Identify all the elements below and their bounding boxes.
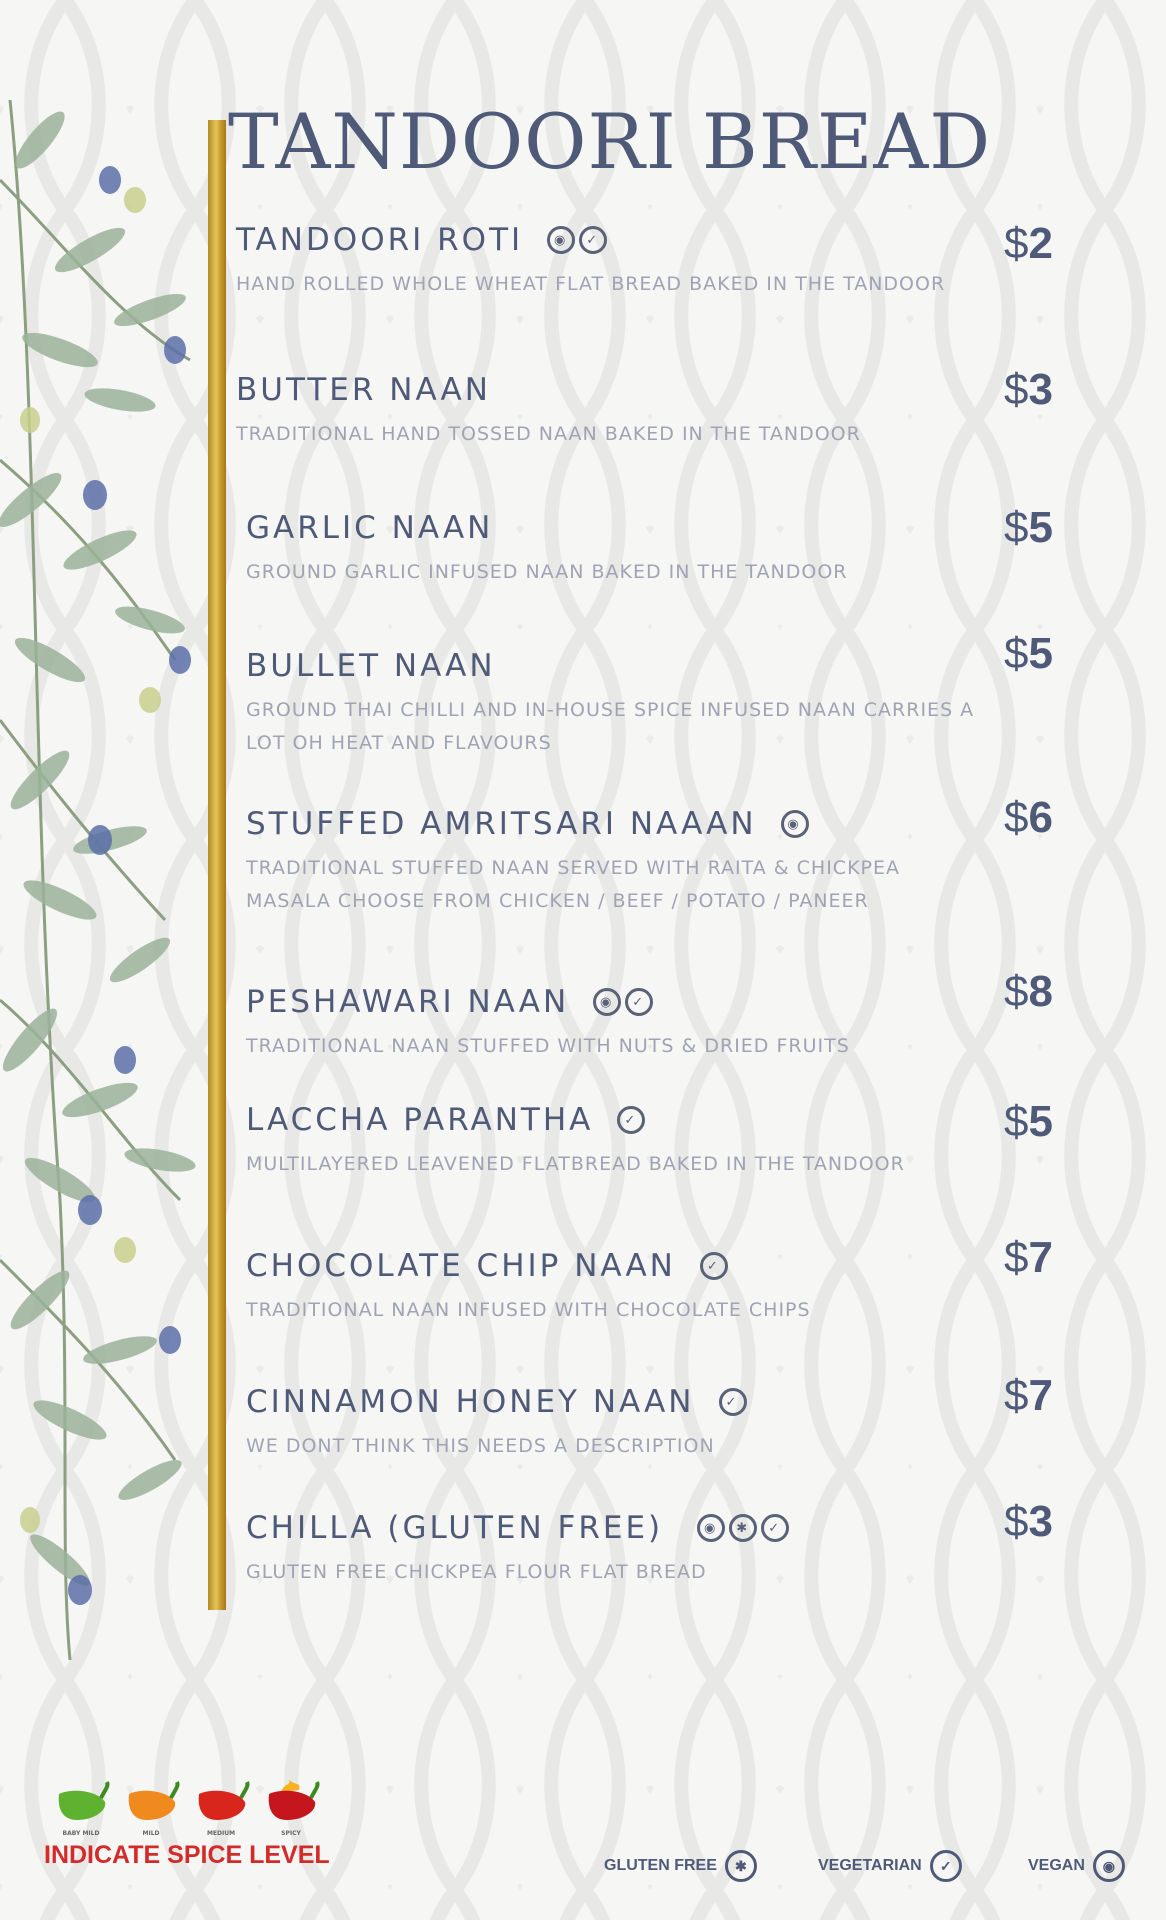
item-name: CINNAMON HONEY NAAN xyxy=(246,1384,695,1420)
vegetarian-icon: ✓ xyxy=(719,1388,747,1416)
vegetarian-icon: ✓ xyxy=(579,226,607,254)
item-name: BUTTER NAAN xyxy=(236,372,491,408)
page-title: TANDOORI BREAD xyxy=(228,97,992,186)
vegetarian-icon: ✓ xyxy=(761,1514,789,1542)
legend-gluten-free: GLUTEN FREE ✱ xyxy=(604,1850,757,1882)
item-description: GLUTEN FREE CHICKPEA FLOUR FLAT BREAD xyxy=(246,1561,707,1583)
item-name: LACCHA PARANTHA xyxy=(246,1102,594,1138)
chilli-icon xyxy=(51,1780,111,1828)
chilli-icon xyxy=(191,1780,251,1828)
menu-item-bullet-naan xyxy=(246,646,986,760)
vegetarian-icon: ✓ xyxy=(625,988,653,1016)
chilli-baby-mild: BABY MILD xyxy=(50,1780,112,1837)
item-name: STUFFED AMRITSARI NAAAN xyxy=(246,806,757,842)
vegan-icon: ◉ xyxy=(593,988,621,1016)
vegan-icon: ◉ xyxy=(547,226,575,254)
vegan-icon: ◉ xyxy=(781,810,809,838)
item-name: GARLIC NAAN xyxy=(246,510,494,546)
item-description: TRADITIONAL STUFFED NAAN SERVED WITH RAITA & CHICKPEA MASALA CHOOSE FROM CHICKEN / BEEF / POTATO / PANEER xyxy=(246,857,900,912)
item-price: $3 xyxy=(1004,365,1053,414)
item-description: GROUND THAI CHILLI AND IN-HOUSE SPICE INFUSED NAAN CARRIES A LOT OH HEAT AND FLAVOURS xyxy=(246,699,975,754)
spice-level-legend xyxy=(44,1780,344,1870)
menu-item-chilla-gluten-free xyxy=(246,1508,789,1589)
item-description: TRADITIONAL NAAN STUFFED WITH NUTS & DRIED FRUITS xyxy=(246,1035,850,1057)
item-price: $5 xyxy=(1004,1097,1053,1146)
legend-vegan: VEGAN ◉ xyxy=(1028,1850,1125,1882)
menu-item-butter-naan xyxy=(236,370,861,451)
gluten-free-icon: ✱ xyxy=(729,1514,757,1542)
menu-item-chocolate-chip-naan xyxy=(246,1246,811,1327)
item-price: $6 xyxy=(1004,793,1053,842)
legend-vegetarian: VEGETARIAN ✓ xyxy=(818,1850,962,1882)
item-price: $8 xyxy=(1004,967,1053,1016)
chilli-medium: MEDIUM xyxy=(190,1780,252,1837)
chilli-icon xyxy=(261,1780,321,1828)
vegan-icon: ◉ xyxy=(697,1514,725,1542)
item-description: TRADITIONAL HAND TOSSED NAAN BAKED IN THE TANDOOR xyxy=(236,423,861,445)
chilli-icon xyxy=(121,1780,181,1828)
item-price: $2 xyxy=(1004,219,1053,268)
item-description: GROUND GARLIC INFUSED NAAN BAKED IN THE TANDOOR xyxy=(246,561,848,583)
vegetarian-icon: ✓ xyxy=(617,1106,645,1134)
menu-item-laccha-parantha xyxy=(246,1100,905,1181)
chilli-mild: MILD xyxy=(120,1780,182,1837)
item-price: $3 xyxy=(1004,1497,1053,1546)
item-description: TRADITIONAL NAAN INFUSED WITH CHOCOLATE CHIPS xyxy=(246,1299,811,1321)
menu-item-garlic-naan xyxy=(246,508,848,589)
item-description: HAND ROLLED WHOLE WHEAT FLAT BREAD BAKED IN THE TANDOOR xyxy=(236,273,946,295)
item-name: CHILLA (GLUTEN FREE) xyxy=(246,1510,664,1546)
item-name: PESHAWARI NAAN xyxy=(246,984,570,1020)
menu-item-stuffed-amritsari-naan xyxy=(246,804,986,918)
item-name: BULLET NAAN xyxy=(246,648,496,684)
vegetarian-icon: ✓ xyxy=(930,1850,962,1882)
chilli-spicy: SPICY xyxy=(260,1780,322,1837)
spice-legend-caption: INDICATE SPICE LEVEL xyxy=(44,1841,330,1869)
menu-item-peshawari-naan xyxy=(246,982,850,1063)
olive-branch-decoration xyxy=(0,100,215,1660)
gluten-free-icon: ✱ xyxy=(725,1850,757,1882)
menu-item-tandoori-roti xyxy=(236,220,945,301)
vegetarian-icon: ✓ xyxy=(700,1252,728,1280)
item-price: $7 xyxy=(1004,1233,1053,1282)
item-name: CHOCOLATE CHIP NAAN xyxy=(246,1248,676,1284)
item-price: $7 xyxy=(1004,1371,1053,1420)
menu-item-cinnamon-honey-naan xyxy=(246,1382,747,1463)
gold-accent-bar xyxy=(208,120,226,1610)
vegan-icon: ◉ xyxy=(1093,1850,1125,1882)
item-name: TANDOORI ROTI xyxy=(236,222,524,258)
item-description: WE DONT THINK THIS NEEDS A DESCRIPTION xyxy=(246,1435,715,1457)
item-price: $5 xyxy=(1004,629,1053,678)
item-price: $5 xyxy=(1004,503,1053,552)
item-description: MULTILAYERED LEAVENED FLATBREAD BAKED IN THE TANDOOR xyxy=(246,1153,905,1175)
